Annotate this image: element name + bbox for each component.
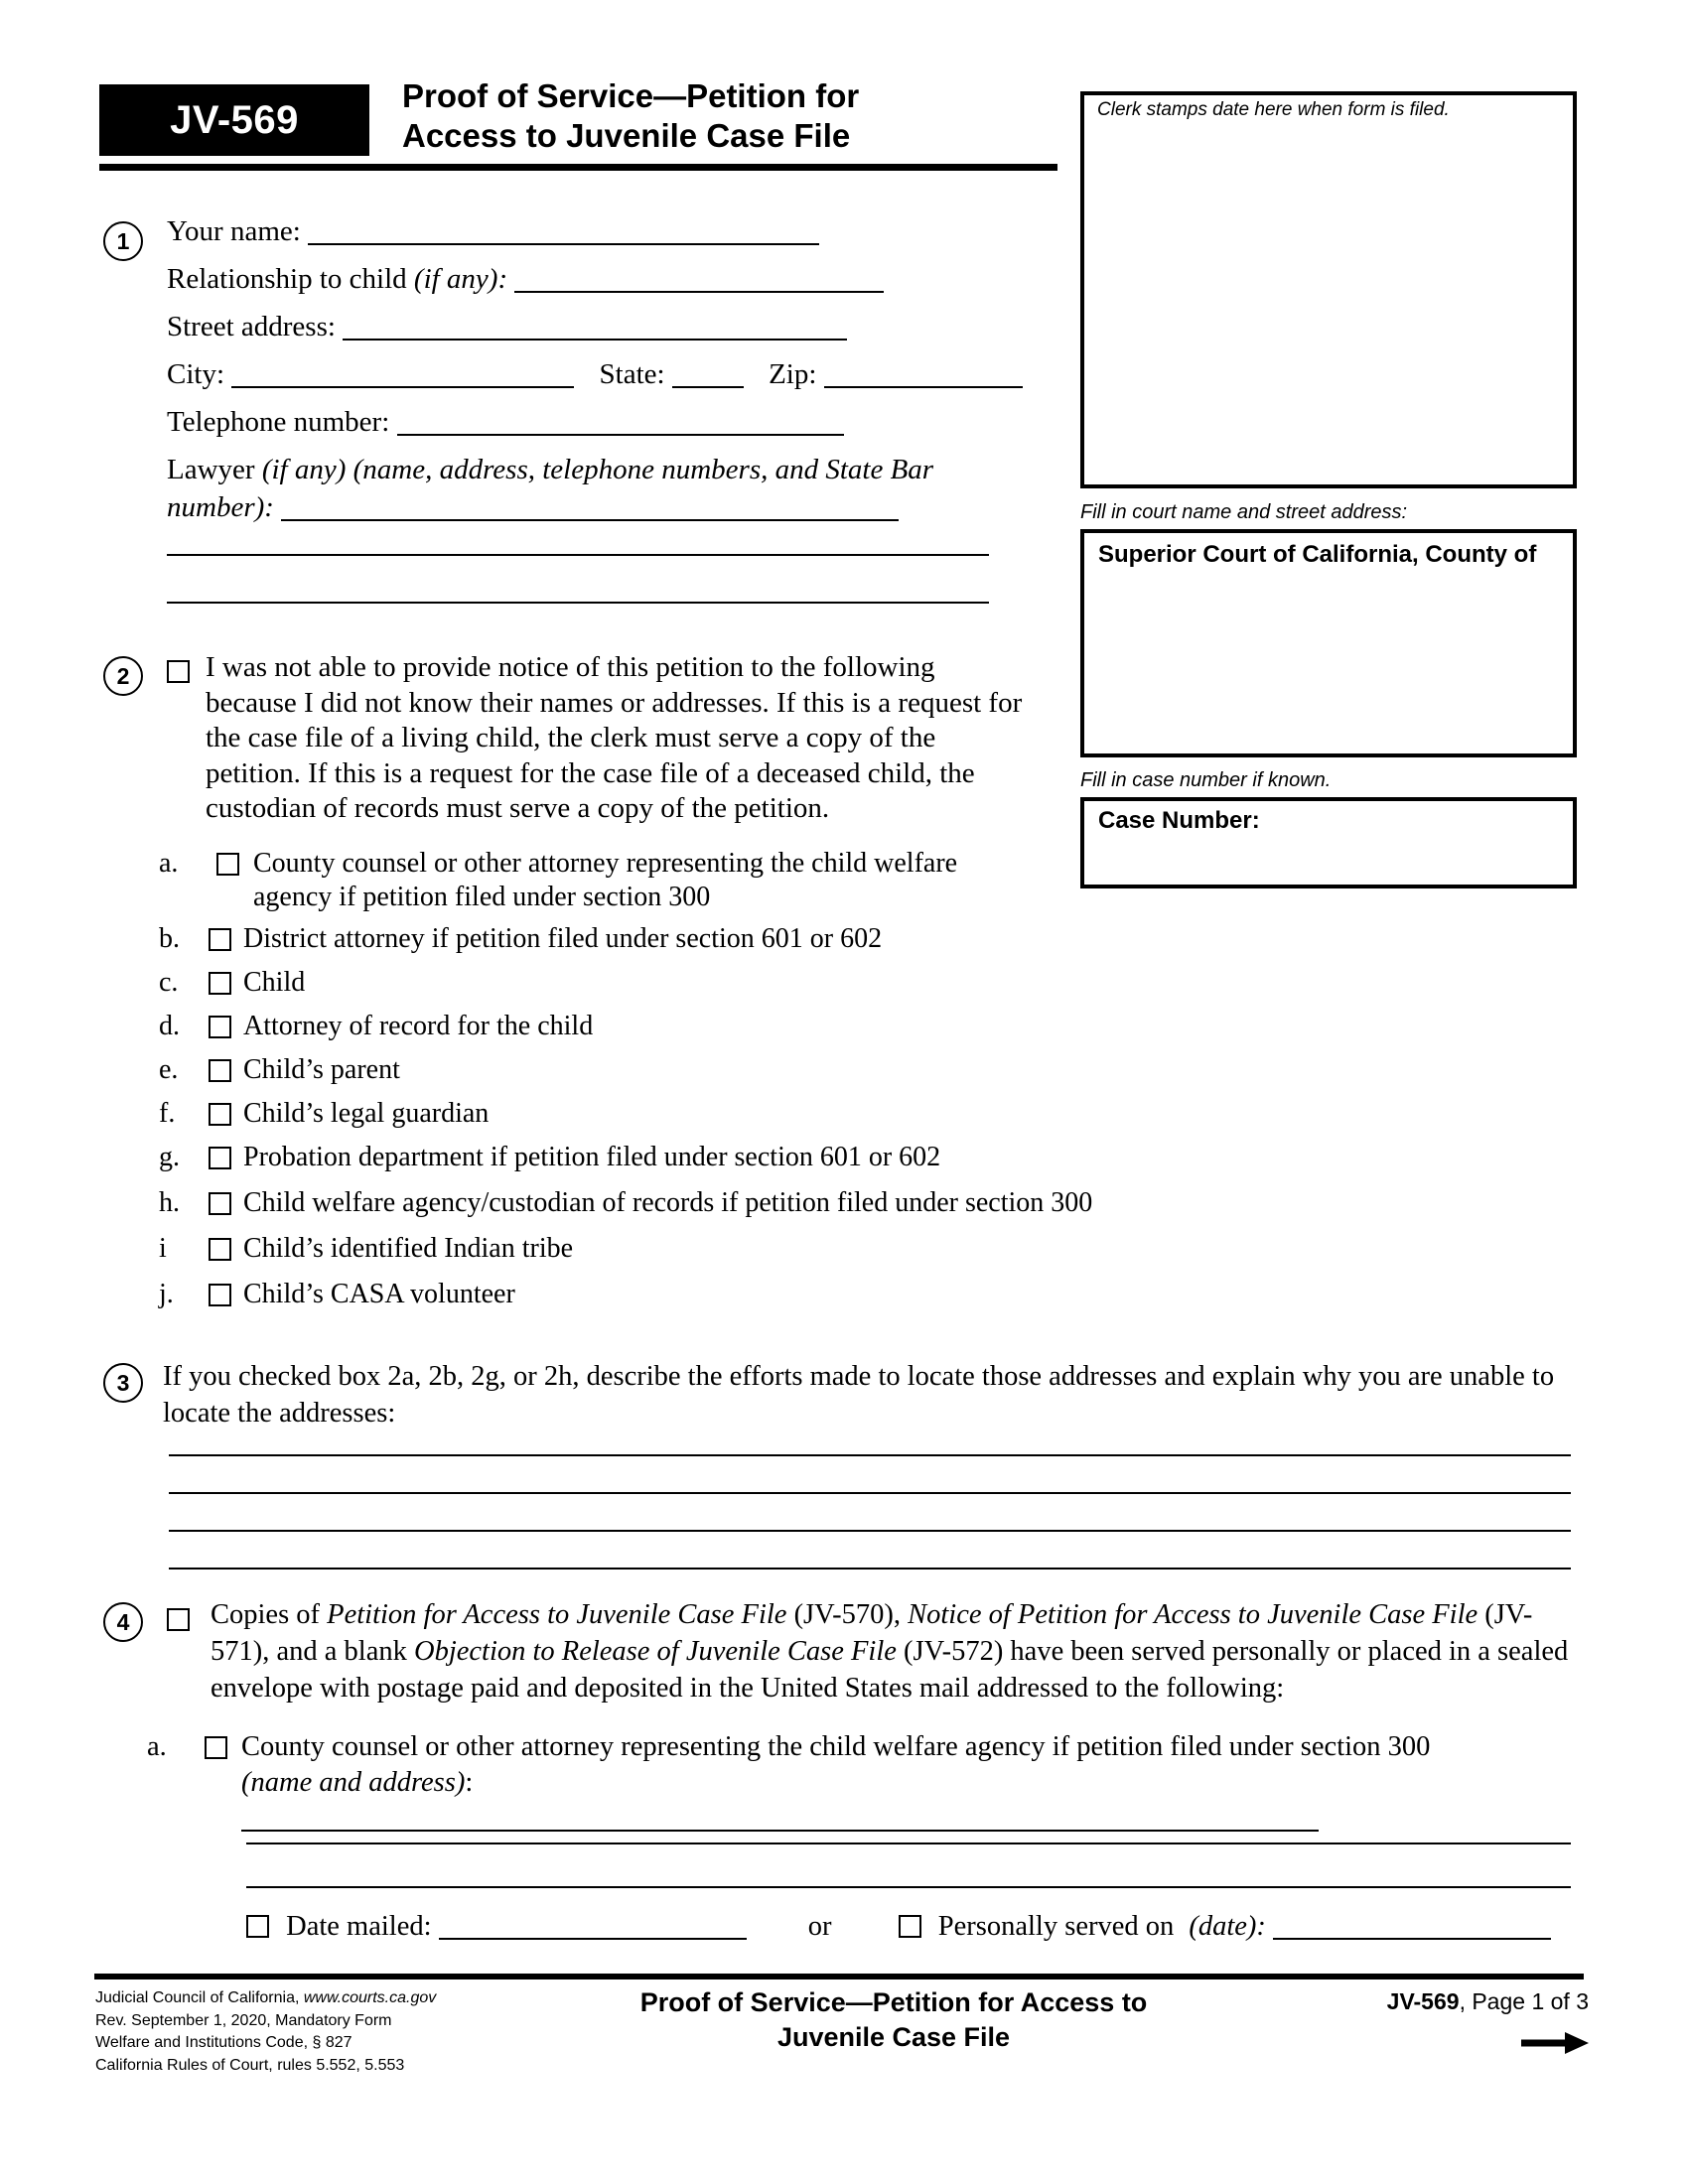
lawyer-input-line2[interactable] bbox=[167, 554, 989, 556]
item-label-2c: Child bbox=[243, 967, 306, 998]
lawyer-label-hint: (if any) (name, address, telephone numbers, and State Bar bbox=[261, 454, 934, 485]
date-mailed-input[interactable] bbox=[439, 1914, 747, 1940]
section-3-line-4[interactable] bbox=[169, 1568, 1571, 1570]
checkbox-2c[interactable] bbox=[209, 972, 231, 995]
item-letter-2j: j. bbox=[159, 1279, 174, 1309]
item-letter-2h: h. bbox=[159, 1187, 180, 1218]
item-label-4a bbox=[241, 1729, 1552, 1837]
lawyer-label: Lawyer bbox=[167, 454, 255, 485]
item-label-2a: County counsel or other attorney representing the child welfare agency if petition filed under section 300 bbox=[253, 848, 958, 912]
section-4-text-part2: (JV-570), bbox=[786, 1599, 909, 1630]
item-4a-input-line2[interactable] bbox=[246, 1843, 1571, 1844]
checkbox-2b[interactable] bbox=[209, 928, 231, 951]
telephone-row bbox=[167, 407, 844, 437]
checkbox-2e[interactable] bbox=[209, 1059, 231, 1082]
form-number-badge: JV-569 bbox=[99, 84, 369, 156]
footer-form-title bbox=[556, 1985, 1231, 2055]
section-3-line-3[interactable] bbox=[169, 1530, 1571, 1532]
footer-legal-info bbox=[95, 1987, 436, 2077]
checkbox-4a[interactable] bbox=[205, 1736, 227, 1759]
city-state-zip-row bbox=[167, 359, 1023, 389]
case-number-caption: Fill in case number if known. bbox=[1080, 769, 1332, 791]
relationship-row bbox=[167, 264, 884, 294]
footer-form-title-line2: Juvenile Case File bbox=[776, 2022, 1011, 2052]
item-letter-2d: d. bbox=[159, 1011, 180, 1041]
item-letter-2i: i bbox=[159, 1233, 167, 1264]
footer-form-title-line1: Proof of Service—Petition for Access to bbox=[639, 1987, 1148, 2017]
footer-line-2: Rev. September 1, 2020, Mandatory Form bbox=[95, 2011, 392, 2029]
section-4-text-part3: (JV-571), and a blank bbox=[211, 1599, 1533, 1667]
footer-line-3: Welfare and Institutions Code, § 827 bbox=[95, 2034, 352, 2051]
section-4-checkbox[interactable] bbox=[167, 1608, 190, 1631]
item-letter-2c: c. bbox=[159, 967, 179, 998]
section-4-text-part1: Copies of bbox=[211, 1599, 328, 1630]
item-label-2i: Child’s identified Indian tribe bbox=[243, 1233, 574, 1264]
section-4-text bbox=[211, 1596, 1591, 1706]
street-address-row bbox=[167, 312, 847, 341]
item-letter-2f: f. bbox=[159, 1098, 176, 1129]
section-3-text: If you checked box 2a, 2b, 2g, or 2h, describe the efforts made to locate those addresses and explain why you are unable to locate the addresses: bbox=[163, 1361, 1555, 1429]
lawyer-label-hint2: number): bbox=[167, 491, 274, 523]
service-method-row bbox=[246, 1911, 1587, 1943]
section-2-number: 2 bbox=[103, 656, 143, 696]
item-letter-2a: a. bbox=[159, 848, 179, 879]
checkbox-personally-served[interactable] bbox=[899, 1915, 921, 1938]
section-2-intro-text: I was not able to provide notice of this petition to the following because I did not know their names or addresses. If this is a request for the case file of a living child, the clerk must serve a copy of the petition. If this is a request for the case file of a deceased child, the custodian of records must serve a copy of the petition. bbox=[206, 651, 1023, 824]
checkbox-2h[interactable] bbox=[209, 1192, 231, 1215]
item-label-2h: Child welfare agency/custodian of records if petition filed under section 300 bbox=[243, 1187, 1093, 1218]
case-number-box[interactable] bbox=[1080, 797, 1577, 888]
lawyer-row-2 bbox=[167, 492, 899, 522]
relationship-label: Relationship to child bbox=[167, 263, 407, 295]
footer-page-number: , Page 1 of 3 bbox=[1459, 1988, 1589, 2014]
personally-served-input[interactable] bbox=[1273, 1914, 1551, 1940]
state-input[interactable] bbox=[672, 362, 744, 388]
item-label-2d: Attorney of record for the child bbox=[243, 1011, 594, 1041]
item-label-4a-colon: : bbox=[465, 1767, 474, 1798]
footer-form-number: JV-569 bbox=[1386, 1988, 1460, 2014]
section-4-form-jv572-title: Objection to Release of Juvenile Case File bbox=[413, 1636, 897, 1667]
section-1-number: 1 bbox=[103, 221, 143, 261]
street-address-input[interactable] bbox=[343, 315, 847, 341]
relationship-label-hint: (if any): bbox=[413, 263, 508, 295]
item-letter-2b: b. bbox=[159, 923, 180, 954]
item-label-2g: Probation department if petition filed under section 601 or 602 bbox=[243, 1142, 941, 1172]
telephone-label: Telephone number: bbox=[167, 406, 390, 438]
state-label: State: bbox=[599, 358, 665, 390]
item-label-4a-hint: (name and address) bbox=[241, 1767, 466, 1798]
header-divider bbox=[99, 164, 1057, 171]
your-name-input[interactable] bbox=[308, 219, 819, 245]
item-label-2f: Child’s legal guardian bbox=[243, 1098, 490, 1129]
footer-page-info bbox=[1387, 1988, 1589, 2015]
telephone-input[interactable] bbox=[397, 410, 844, 436]
personally-served-label: Personally served on bbox=[937, 1911, 1175, 1942]
item-label-2j: Child’s CASA volunteer bbox=[243, 1279, 515, 1309]
section-4-form-jv571-title: Notice of Petition for Access to Juvenile Case File bbox=[908, 1599, 1478, 1630]
footer-website-url: www.courts.ca.gov bbox=[303, 1989, 437, 2006]
court-name-caption: Fill in court name and street address: bbox=[1080, 501, 1408, 523]
your-name-label: Your name: bbox=[167, 215, 301, 247]
clerk-stamp-box[interactable] bbox=[1080, 91, 1577, 488]
item-label-2e: Child’s parent bbox=[243, 1054, 400, 1085]
relationship-input[interactable] bbox=[514, 267, 884, 293]
lawyer-input-line3[interactable] bbox=[167, 602, 989, 604]
section-3-line-2[interactable] bbox=[169, 1492, 1571, 1494]
zip-input[interactable] bbox=[824, 362, 1023, 388]
footer-council-text: Judicial Council of California, bbox=[95, 1989, 304, 2006]
item-4a-input-line3[interactable] bbox=[246, 1886, 1571, 1888]
city-label: City: bbox=[167, 358, 225, 390]
section-4-number: 4 bbox=[103, 1602, 143, 1642]
checkbox-date-mailed[interactable] bbox=[246, 1915, 269, 1938]
section-2-checkbox[interactable] bbox=[167, 660, 190, 683]
item-4a-input-line1[interactable] bbox=[241, 1806, 1319, 1832]
city-input[interactable] bbox=[231, 362, 574, 388]
clerk-stamp-caption: Clerk stamps date here when form is filed. bbox=[1097, 99, 1450, 120]
item-label-2b: District attorney if petition filed under section 601 or 602 bbox=[243, 923, 883, 954]
item-letter-2e: e. bbox=[159, 1054, 179, 1085]
checkbox-2d[interactable] bbox=[209, 1016, 231, 1038]
form-header bbox=[99, 77, 1057, 179]
date-mailed-label: Date mailed: bbox=[286, 1911, 432, 1942]
checkbox-2j[interactable] bbox=[209, 1284, 231, 1306]
checkbox-2a[interactable] bbox=[216, 853, 239, 876]
item-letter-2g: g. bbox=[159, 1142, 180, 1172]
section-4-form-jv570-title: Petition for Access to Juvenile Case File bbox=[327, 1599, 787, 1630]
personally-served-hint: (date): bbox=[1189, 1911, 1266, 1942]
section-3-line-1[interactable] bbox=[169, 1454, 1571, 1456]
checkbox-2i[interactable] bbox=[209, 1238, 231, 1261]
street-address-label: Street address: bbox=[167, 311, 336, 342]
footer-divider bbox=[94, 1974, 1584, 1979]
court-name-box[interactable] bbox=[1080, 529, 1577, 757]
or-label: or bbox=[807, 1911, 832, 1942]
page-title bbox=[402, 76, 1057, 156]
page-title-line1: Proof of Service—Petition for bbox=[402, 77, 860, 114]
zip-label: Zip: bbox=[769, 358, 817, 390]
your-name-row bbox=[167, 216, 819, 246]
lawyer-row bbox=[167, 455, 1041, 484]
checkbox-2f[interactable] bbox=[209, 1103, 231, 1126]
section-4-text-part4: (JV-572) have been served personally or placed in a sealed envelope with postage paid and deposited in the United States mail addressed to the following: bbox=[211, 1636, 1569, 1704]
next-page-arrow-icon bbox=[1519, 2030, 1589, 2056]
lawyer-input-line1[interactable] bbox=[281, 495, 899, 521]
footer-line-4: California Rules of Court, rules 5.552, 5.553 bbox=[95, 2056, 405, 2074]
section-3-number: 3 bbox=[103, 1363, 143, 1403]
item-letter-4a: a. bbox=[147, 1731, 167, 1762]
page-title-line2: Access to Juvenile Case File bbox=[402, 117, 851, 154]
case-number-label: Case Number: bbox=[1098, 807, 1260, 834]
court-name-label: Superior Court of California, County of bbox=[1098, 541, 1537, 568]
footer-line-1 bbox=[95, 1987, 436, 2010]
checkbox-2g[interactable] bbox=[209, 1147, 231, 1169]
item-label-4a-main: County counsel or other attorney representing the child welfare agency if petition filed under section 300 bbox=[241, 1731, 1431, 1762]
